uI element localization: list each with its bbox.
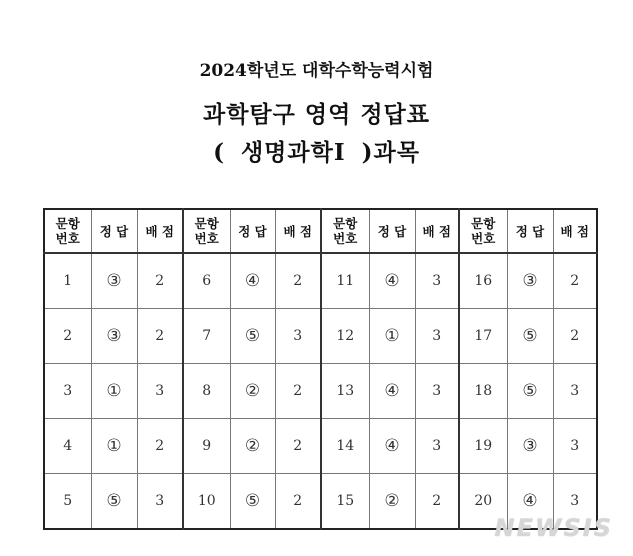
answer-cell: ⑤ (507, 364, 553, 419)
table-header-row (44, 209, 597, 253)
question-number-cell: 2 (44, 309, 91, 364)
header-points-2: 배 점 (275, 209, 321, 253)
points-cell: 3 (415, 419, 459, 474)
points-cell: 3 (415, 364, 459, 419)
points-cell: 3 (137, 364, 183, 419)
question-number-cell: 1 (44, 253, 91, 309)
question-number-cell: 16 (459, 253, 507, 309)
answer-cell: ① (369, 309, 415, 364)
points-cell: 3 (553, 474, 597, 530)
exam-year-title: 2024학년도 대학수학능력시험 (199, 61, 434, 81)
points-cell: 3 (553, 364, 597, 419)
header-question-number-4: 문항 번호 (459, 209, 507, 253)
answer-cell: ⑤ (507, 309, 553, 364)
table-row (44, 364, 597, 419)
subject-close-paren: )과목 (361, 139, 420, 166)
header-answer-2: 정 답 (230, 209, 275, 253)
answer-key-title: 과학탐구 영역 정답표 (203, 101, 430, 128)
header-answer-4: 정 답 (507, 209, 553, 253)
points-cell: 3 (415, 309, 459, 364)
points-cell: 2 (275, 474, 321, 530)
question-number-cell: 14 (321, 419, 369, 474)
answer-cell: ② (369, 474, 415, 530)
question-number-cell: 8 (183, 364, 230, 419)
points-cell: 2 (275, 253, 321, 309)
header-points-1: 배 점 (137, 209, 183, 253)
answer-cell: ③ (507, 253, 553, 309)
subject-open-paren: ( (213, 139, 225, 166)
question-number-cell: 13 (321, 364, 369, 419)
points-cell: 3 (415, 253, 459, 309)
question-number-cell: 6 (183, 253, 230, 309)
newsis-watermark: NEWSIS (494, 514, 613, 542)
table-row (44, 253, 597, 309)
question-number-cell: 3 (44, 364, 91, 419)
question-number-cell: 15 (321, 474, 369, 530)
header-answer-1: 정 답 (91, 209, 137, 253)
header-points-4: 배 점 (553, 209, 597, 253)
question-number-cell: 7 (183, 309, 230, 364)
answer-cell: ③ (91, 309, 137, 364)
table-row (44, 419, 597, 474)
points-cell: 3 (275, 309, 321, 364)
question-number-cell: 12 (321, 309, 369, 364)
points-cell: 2 (415, 474, 459, 530)
table-row (44, 309, 597, 364)
answer-cell: ② (230, 364, 275, 419)
header-points-3: 배 점 (415, 209, 459, 253)
answer-cell: ④ (369, 364, 415, 419)
question-number-cell: 17 (459, 309, 507, 364)
points-cell: 2 (553, 309, 597, 364)
question-number-cell: 20 (459, 474, 507, 530)
points-cell: 2 (137, 253, 183, 309)
question-number-cell: 11 (321, 253, 369, 309)
question-number-cell: 19 (459, 419, 507, 474)
answer-cell: ④ (230, 253, 275, 309)
answer-cell: ② (230, 419, 275, 474)
answer-cell: ④ (369, 419, 415, 474)
subject-name: 생명과학Ⅰ (240, 139, 346, 166)
answer-cell: ④ (369, 253, 415, 309)
header-question-number-2: 문항 번호 (183, 209, 230, 253)
points-cell: 2 (137, 309, 183, 364)
answer-cell: ④ (507, 474, 553, 530)
question-number-cell: 4 (44, 419, 91, 474)
question-number-cell: 9 (183, 419, 230, 474)
header-answer-3: 정 답 (369, 209, 415, 253)
points-cell: 2 (275, 364, 321, 419)
answer-table (43, 208, 598, 530)
header-question-number-3: 문항 번호 (321, 209, 369, 253)
points-cell: 2 (137, 419, 183, 474)
question-number-cell: 10 (183, 474, 230, 530)
answer-cell: ⑤ (230, 474, 275, 530)
question-number-cell: 18 (459, 364, 507, 419)
points-cell: 2 (275, 419, 321, 474)
answer-cell: ⑤ (91, 474, 137, 530)
question-number-cell: 5 (44, 474, 91, 530)
answer-cell: ③ (91, 253, 137, 309)
answer-cell: ① (91, 364, 137, 419)
answer-cell: ③ (507, 419, 553, 474)
points-cell: 3 (137, 474, 183, 530)
points-cell: 2 (553, 253, 597, 309)
subject-title (0, 134, 633, 167)
answer-cell: ⑤ (230, 309, 275, 364)
header-question-number-1: 문항 번호 (44, 209, 91, 253)
points-cell: 3 (553, 419, 597, 474)
answer-cell: ① (91, 419, 137, 474)
